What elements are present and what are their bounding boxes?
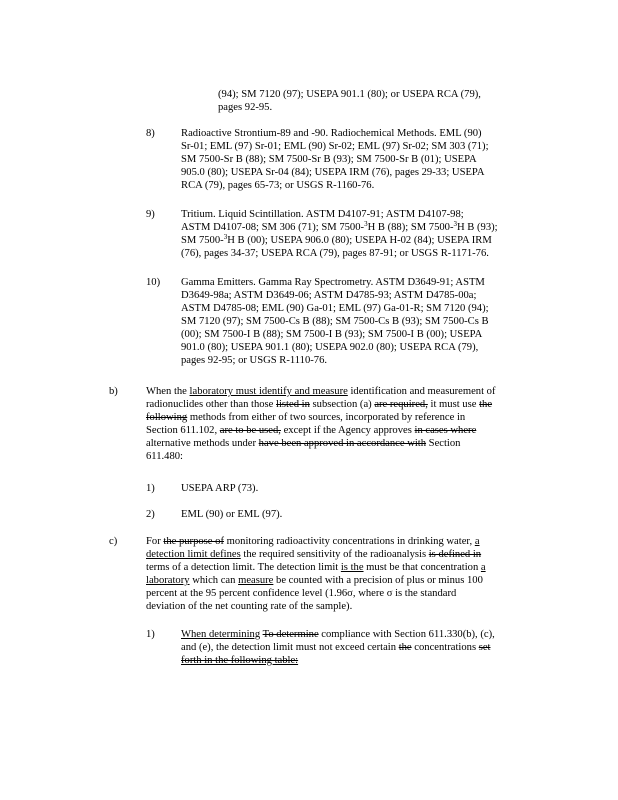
sub-item-number: 1) [146, 629, 155, 640]
section-b-text: When the laboratory must identify and measure identification and measurement of radionuclides other than those listed in subsection (a) are required, it must use the following methods from either of two sources, incorporated by reference in Section 611.102, are to be used, except if the Agency approves in cases where alternative methods under have been approved in accordance with Section 611.480: [146, 386, 496, 462]
deleted-text: set [478, 642, 491, 653]
text-line: (94); SM 7120 (97); USEPA 901.1 (80); or USEPA RCA (79), [218, 89, 481, 100]
section-label: c) [109, 536, 118, 547]
sub-item-number: 1) [146, 483, 155, 494]
section-label: b) [109, 386, 118, 397]
deleted-text: forth in the following table: [181, 655, 299, 666]
continuation-text [218, 88, 558, 114]
inserted-text: a [474, 536, 480, 547]
sub-item-text: EML (90) or EML (97). [181, 509, 283, 520]
text-line: Gamma Emitters. Gamma Ray Spectrometry. ASTM D3649-91; ASTM [181, 277, 485, 288]
inserted-text: is the [340, 562, 364, 573]
text-line: SM 7500-$^3$H B (00); USEPA 906.0 (80); USEPA H-02 (84); USEPA IRM [181, 233, 492, 246]
deleted-text: have been approved in accordance with [258, 438, 427, 449]
text-line: (76), pages 34-37; USEPA RCA (79), pages 87-91; or USGS R-1171-76. [181, 248, 489, 259]
deleted-text: in cases where [414, 425, 477, 436]
item-10-text [181, 276, 561, 367]
text-line: SM 7500-Sr B (88); SM 7500-Sr B (93); SM 7500-Sr B (01); USEPA [181, 154, 477, 165]
sub-item-text: USEPA ARP (73). [181, 483, 259, 494]
deleted-text: listed in [276, 399, 310, 410]
deleted-text: following [146, 412, 188, 423]
item-number: 10) [146, 277, 161, 288]
inserted-text: laboratory must identify and measure [189, 386, 348, 397]
item-number: 8) [146, 128, 155, 139]
text-line: Radioactive Strontium-89 and -90. Radiochemical Methods. EML (90) [181, 128, 482, 139]
text-line: pages 92-95; or USGS R-1110-76. [181, 355, 328, 366]
text-line: ASTM D4785-08; EML (90) Ga-01; EML (97) Ga-01-R; SM 7120 (94); [181, 303, 489, 314]
section-c-1-text: When determining To determine compliance with Section 611.330(b), (c), and (e), the detection limit must not exceed certain the concentrations set forth in the following table: [181, 629, 495, 666]
deleted-text: are to be used, [219, 425, 281, 436]
item-8-text [181, 127, 561, 192]
text-line: ASTM D4107-08; SM 306 (71); SM 7500-$^3$H B (88); SM 7500-$^3$H B (93); [181, 220, 498, 233]
text-line: RCA (79), pages 65-73; or USGS R-1160-76. [181, 180, 375, 191]
text-line: SM 7120 (97); SM 7500-Cs B (88); SM 7500-Cs B (93); SM 7500-Cs B [181, 316, 489, 327]
text-line: Tritium. Liquid Scintillation. ASTM D4107-91; ASTM D4107-98; [181, 209, 464, 220]
text-line: 905.0 (80); USEPA Sr-04 (84); USEPA IRM (76), pages 29-33; USEPA [181, 167, 485, 178]
sub-item-number: 2) [146, 509, 155, 520]
deleted-text: the [479, 399, 493, 410]
inserted-text: When determining [181, 629, 261, 640]
inserted-text: detection limit defines [146, 549, 241, 560]
text-line: Sr-01; EML (97) Sr-01; EML (90) Sr-02; EML (97) Sr-02; SM 303 (71); [181, 141, 489, 152]
deleted-text: the [398, 642, 412, 653]
inserted-text: a [480, 562, 486, 573]
item-9-text [181, 208, 561, 260]
text-line: (00); SM 7500-I B (88); SM 7500-I B (93); SM 7500-I B (00); USEPA [181, 329, 483, 340]
deleted-text: are required, [374, 399, 428, 410]
deleted-text: the purpose of [163, 536, 224, 547]
deleted-text: is defined in [428, 549, 482, 560]
text-line: 901.0 (80); USEPA 901.1 (80); USEPA 902.0 (80); USEPA RCA (79), [181, 342, 479, 353]
section-c-text: For the purpose of monitoring radioactivity concentrations in drinking water, a detection limit defines the required sensitivity of the radioanalysis is defined in terms of a detection limit. The detection limit is the must be that concentration a laboratory which can measure be counted with a precision of plus or minus 100 percent at the 95 percent confidence level (1.96σ, where σ is the standard deviation of the net counting rate of the sample). [146, 536, 486, 612]
inserted-text: laboratory [146, 575, 190, 586]
text-line: D3649-98a; ASTM D3649-06; ASTM D4785-93; ASTM D4785-00a; [181, 290, 477, 301]
inserted-text: measure [238, 575, 274, 586]
item-number: 9) [146, 209, 155, 220]
text-line: pages 92-95. [218, 102, 273, 113]
deleted-text: To determine [262, 629, 319, 640]
